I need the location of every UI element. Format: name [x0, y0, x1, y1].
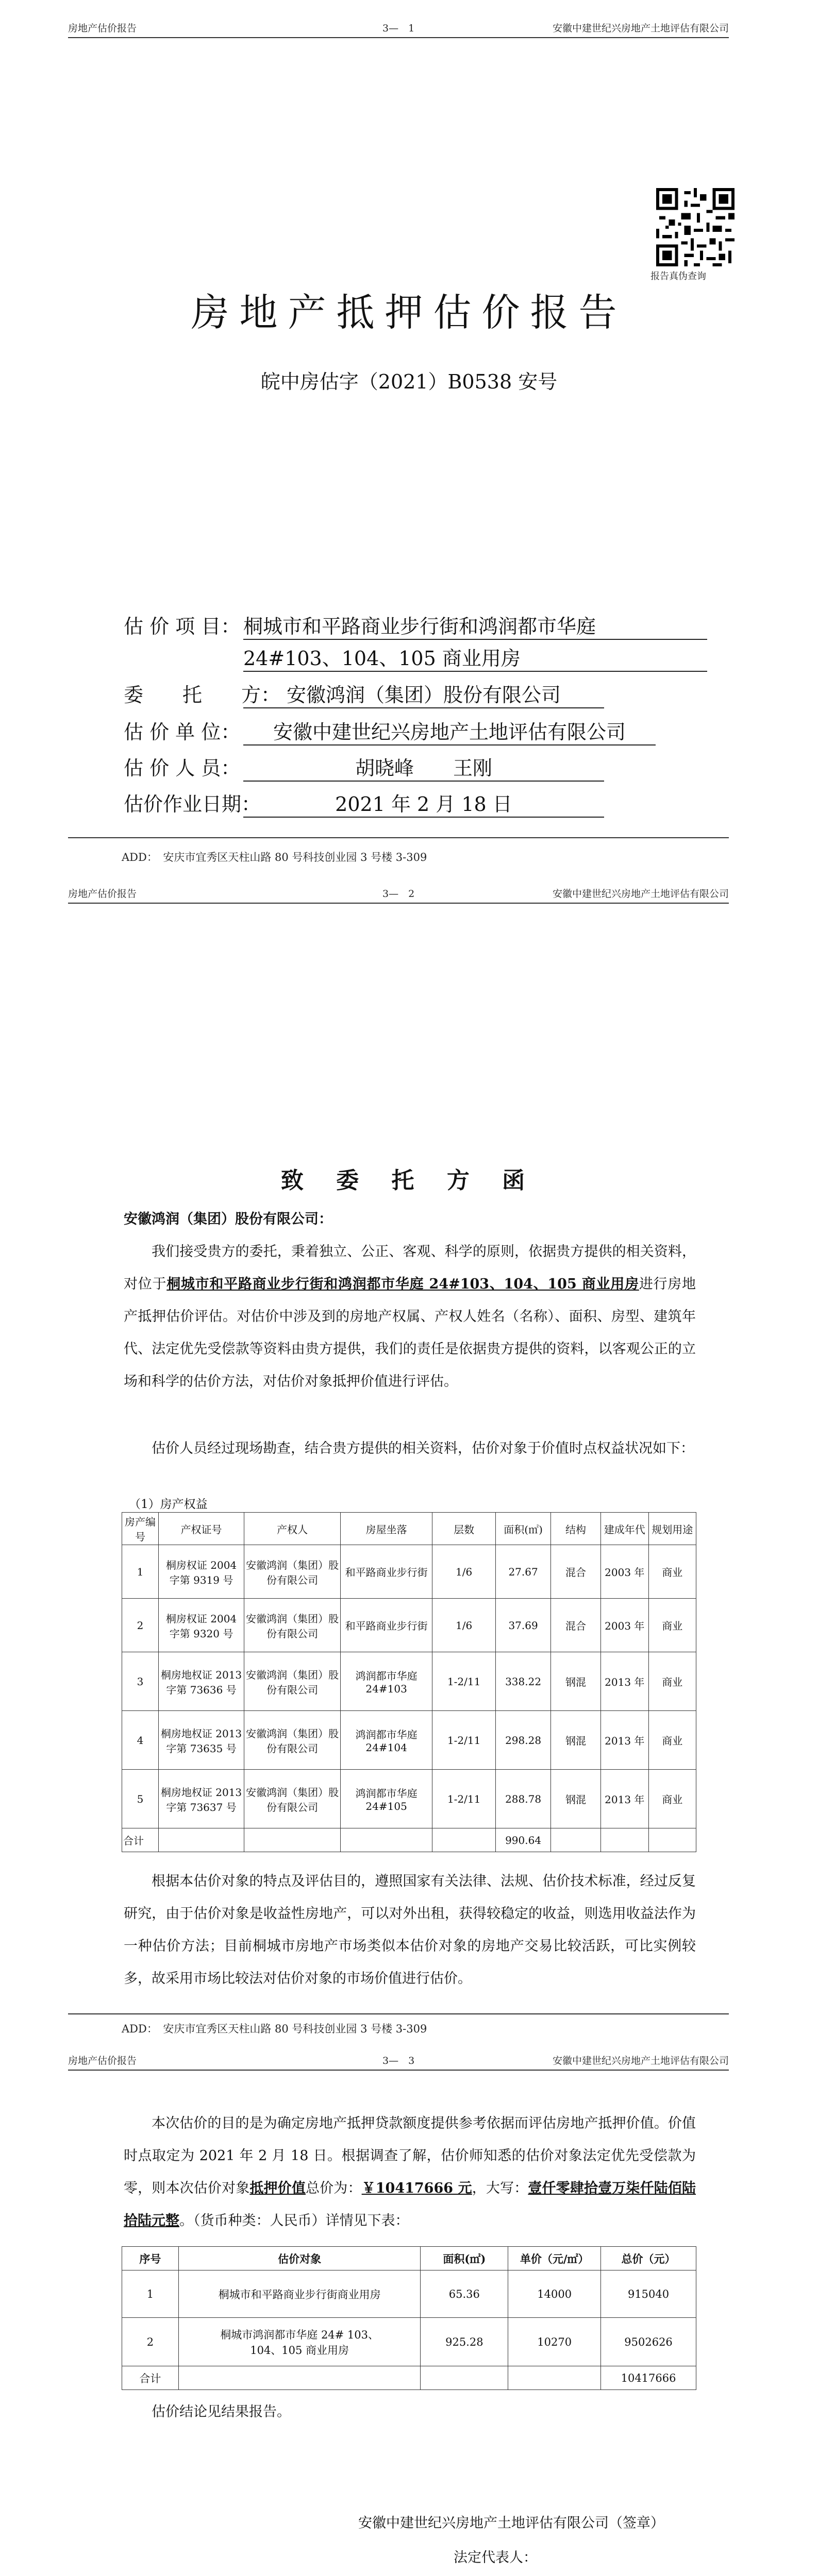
letter-paragraph-1 [124, 1235, 696, 1398]
cell-year: 2003 年 [601, 1599, 648, 1652]
col-location: 房屋坐落 [341, 1513, 432, 1545]
cell-object: 桐城市鸿润都市华庭 24# 103、104、105 商业用房 [178, 2318, 421, 2366]
header-company: 安徽中建世纪兴房地产土地评估有限公司 [552, 23, 729, 34]
client-label: 委 托 方： [124, 684, 281, 706]
qr-caption: 报告真伪查询 [650, 271, 706, 282]
result-text-a: 本次估价的目的是为确定房地产抵押贷款额度提供参考依据而评估房地产抵押价值。价值时点取定为 2021 年 2 月 18 日。根据调查了解，估价师知悉的估价对象法定优先受偿款为零，则本次估价对象 [124, 2115, 696, 2196]
letter-salutation: 安徽鸿润（集团）股份有限公司： [124, 1211, 332, 1227]
col-year: 建成年代 [601, 1513, 648, 1545]
cell-structure: 钢混 [550, 1652, 600, 1711]
valuation-table [122, 2246, 696, 2390]
cell-floor: 1/6 [432, 1545, 496, 1599]
col-object: 估价对象 [178, 2247, 421, 2270]
cell-no: 5 [122, 1770, 159, 1828]
date-label: 估价作业日期： [124, 793, 261, 816]
header-company: 安徽中建世纪兴房地产土地评估有限公司 [552, 2055, 729, 2066]
col-no: 序号 [122, 2247, 179, 2270]
cell-empty [432, 1828, 496, 1852]
paragraph-1-text-c: 进行房地产抵押估价评估。对估价中涉及到的房地产权属、产权人姓名（名称）、面积、房型、建筑年代、法定优先受偿款等资料由贵方提供，我们的责任是依据贵方提供的资料，以客观公正的立场和科学的估价方法，对估价对象抵押价值进行评估。 [124, 1276, 696, 1389]
cell-area: 288.78 [496, 1770, 551, 1828]
cell-empty [648, 1828, 696, 1852]
cell-area: 338.22 [496, 1652, 551, 1711]
table-row [122, 1711, 696, 1770]
appraiser-value: 安徽中建世纪兴房地产土地评估有限公司 [243, 716, 656, 745]
col-area: 面积(㎡) [421, 2247, 508, 2270]
cell-empty [341, 1828, 432, 1852]
cell-empty [508, 2366, 601, 2390]
total-amount: ￥10417666 元 [361, 2180, 472, 2196]
col-structure: 结构 [550, 1513, 600, 1545]
col-owner: 产权人 [244, 1513, 341, 1545]
col-use: 规划用途 [648, 1513, 696, 1545]
cell-floor: 1/6 [432, 1599, 496, 1652]
cell-structure: 混合 [550, 1545, 600, 1599]
rights-table [122, 1512, 696, 1852]
table-row [122, 1652, 696, 1711]
cell-empty [159, 1828, 244, 1852]
table-row [122, 1545, 696, 1599]
cell-no: 1 [122, 1545, 159, 1599]
header-page-number: 3— 3 [382, 2055, 415, 2066]
header-company: 安徽中建世纪兴房地产土地评估有限公司 [552, 888, 729, 900]
footer-address: ADD： 安庆市宜秀区天柱山路 80 号科技创业园 3 号楼 3-309 [122, 2023, 427, 2035]
cell-owner: 安徽鸿润（集团）股份有限公司 [244, 1652, 341, 1711]
header-rule [68, 2070, 729, 2071]
total-amount-chinese: 壹仟零肆拾壹万柒仟陆佰陆拾陆元整 [124, 2180, 696, 2229]
cell-empty [421, 2366, 508, 2390]
header-rule [68, 37, 729, 38]
footer-rule [68, 2013, 729, 2014]
cell-area: 925.28 [421, 2318, 508, 2366]
cell-total: 915040 [601, 2270, 696, 2318]
cell-structure: 混合 [550, 1599, 600, 1652]
project-value-line1: 桐城市和平路商业步行街和鸿润都市华庭 [243, 611, 707, 640]
cell-use: 商业 [648, 1770, 696, 1828]
page-header [68, 886, 729, 907]
result-text-e: 。（货币种类：人民币）详情见下表： [179, 2213, 409, 2229]
cell-owner: 安徽鸿润（集团）股份有限公司 [244, 1599, 341, 1652]
cell-owner: 安徽鸿润（集团）股份有限公司 [244, 1770, 341, 1828]
cell-use: 商业 [648, 1599, 696, 1652]
cell-no: 1 [122, 2270, 179, 2318]
col-unit-price: 单价（元/㎡） [508, 2247, 601, 2270]
cell-cert: 桐房权证 2004 字第 9320 号 [159, 1599, 244, 1652]
cell-location: 鸿润都市华庭 24#105 [341, 1770, 432, 1828]
cell-owner: 安徽鸿润（集团）股份有限公司 [244, 1711, 341, 1770]
result-text-d: ，大写： [472, 2180, 528, 2196]
cell-structure: 钢混 [550, 1770, 600, 1828]
table-row [122, 1599, 696, 1652]
footer-address: ADD： 安庆市宜秀区天柱山路 80 号科技创业园 3 号楼 3-309 [122, 851, 427, 863]
result-paragraph [124, 2107, 696, 2237]
cell-cert: 桐房地权证 2013 字第 73637 号 [159, 1770, 244, 1828]
col-total: 总价（元） [601, 2247, 696, 2270]
table-total-row [122, 1828, 696, 1852]
header-page-number: 3— 2 [382, 888, 415, 900]
letter-paragraph-3: 根据本估价对象的特点及评估目的，遵照国家有关法律、法规、估价技术标准，经过反复研究，由于估价对象是收益性房地产，可以对外出租，获得较稳定的收益，则选用收益法作为一种估价方法；目前桐城市房地产市场类似本估价对象的房地产交易比较活跃，可比实例较多，故采用市场比较法对估价对象的市场价值进行估价。 [124, 1873, 696, 1987]
letter-paragraph-2: 估价人员经过现场勘查，结合贵方提供的相关资料，估价对象于价值时点权益状况如下： [152, 1440, 694, 1456]
client-value: 安徽鸿润（集团）股份有限公司 [243, 679, 604, 708]
col-no: 房产编号 [122, 1513, 159, 1545]
mortgage-value-label: 抵押价值 [249, 2180, 306, 2196]
cell-location: 和平路商业步行街 [341, 1599, 432, 1652]
cell-area: 37.69 [496, 1599, 551, 1652]
cell-use: 商业 [648, 1652, 696, 1711]
paragraph-1-text-a: 我们接受贵方的委托，秉着独立、公正、客观、科学的原则，依据贵方提供的相关资料，对位于 [124, 1244, 696, 1292]
valuation-row [122, 2318, 696, 2366]
staff-label: 估 价 人 员： [124, 757, 241, 779]
cell-year: 2013 年 [601, 1652, 648, 1711]
cell-cert: 桐房地权证 2013 字第 73636 号 [159, 1652, 244, 1711]
document-number: 皖中房估字（2021）B0538 安号 [260, 370, 558, 393]
cell-no: 3 [122, 1652, 159, 1711]
header-left: 房地产估价报告 [68, 2055, 137, 2066]
result-text-c: 总价为： [305, 2180, 362, 2196]
cell-location: 鸿润都市华庭 24#103 [341, 1652, 432, 1711]
valuation-row [122, 2270, 696, 2318]
cell-grand-total: 10417666 [601, 2366, 696, 2390]
cell-total-area: 990.64 [496, 1828, 551, 1852]
col-area: 面积(㎡) [496, 1513, 551, 1545]
cell-year: 2013 年 [601, 1770, 648, 1828]
cell-year: 2003 年 [601, 1545, 648, 1599]
cell-location: 鸿润都市华庭 24#104 [341, 1711, 432, 1770]
cell-empty [244, 1828, 341, 1852]
report-title: 房地产抵押估价报告 [191, 291, 627, 335]
project-label: 估 价 项 目： [124, 615, 241, 638]
cell-use: 商业 [648, 1711, 696, 1770]
cell-floor: 1-2/11 [432, 1652, 496, 1711]
conclusion-note: 估价结论见结果报告。 [152, 2404, 291, 2420]
date-value: 2021 年 2 月 18 日 [243, 788, 604, 818]
cell-total: 9502626 [601, 2318, 696, 2366]
cell-unit-price: 10270 [508, 2318, 601, 2366]
cell-object: 桐城市和平路商业步行街商业用房 [178, 2270, 421, 2318]
header-left: 房地产估价报告 [68, 23, 137, 34]
table-caption: （1）房产权益 [129, 1498, 208, 1511]
cell-unit-price: 14000 [508, 2270, 601, 2318]
valuation-total-row [122, 2366, 696, 2390]
cell-location: 和平路商业步行街 [341, 1545, 432, 1599]
cell-no: 2 [122, 2318, 179, 2366]
cell-use: 商业 [648, 1545, 696, 1599]
cell-cert: 桐房权证 2004 字第 9319 号 [159, 1545, 244, 1599]
valuation-header-row [122, 2247, 696, 2270]
table-row [122, 1770, 696, 1828]
cell-total-label: 合计 [122, 2366, 179, 2390]
cell-empty [178, 2366, 421, 2390]
cell-year: 2013 年 [601, 1711, 648, 1770]
cell-no: 4 [122, 1711, 159, 1770]
cell-owner: 安徽鸿润（集团）股份有限公司 [244, 1545, 341, 1599]
header-left: 房地产估价报告 [68, 888, 137, 900]
property-location: 桐城市和平路商业步行街和鸿润都市华庭 24#103、104、105 商业用房 [166, 1276, 639, 1292]
qr-code-icon[interactable] [656, 188, 734, 266]
cell-total-label: 合计 [122, 1828, 159, 1852]
page-header [68, 2053, 729, 2074]
cell-floor: 1-2/11 [432, 1770, 496, 1828]
col-floor: 层数 [432, 1513, 496, 1545]
page-header [68, 21, 729, 41]
cell-floor: 1-2/11 [432, 1711, 496, 1770]
footer-rule [68, 837, 729, 838]
cell-no: 2 [122, 1599, 159, 1652]
cell-empty [601, 1828, 648, 1852]
cell-empty [550, 1828, 600, 1852]
letter-title: 致 委 托 方 函 [280, 1167, 538, 1194]
header-rule [68, 903, 729, 904]
table-header-row [122, 1513, 696, 1545]
cell-area: 298.28 [496, 1711, 551, 1770]
cell-area: 27.67 [496, 1545, 551, 1599]
project-value-line2: 24#103、104、105 商业用房 [243, 642, 707, 672]
signature-company: 安徽中建世纪兴房地产土地评估有限公司（签章） [358, 2515, 664, 2531]
staff-value: 胡晓峰 王刚 [243, 752, 604, 782]
header-page-number: 3— 1 [382, 23, 415, 34]
signature-representative: 法定代表人： [454, 2550, 537, 2566]
appraiser-label: 估 价 单 位： [124, 721, 241, 743]
cell-area: 65.36 [421, 2270, 508, 2318]
cell-cert: 桐房地权证 2013 字第 73635 号 [159, 1711, 244, 1770]
cell-structure: 钢混 [550, 1711, 600, 1770]
col-cert: 产权证号 [159, 1513, 244, 1545]
